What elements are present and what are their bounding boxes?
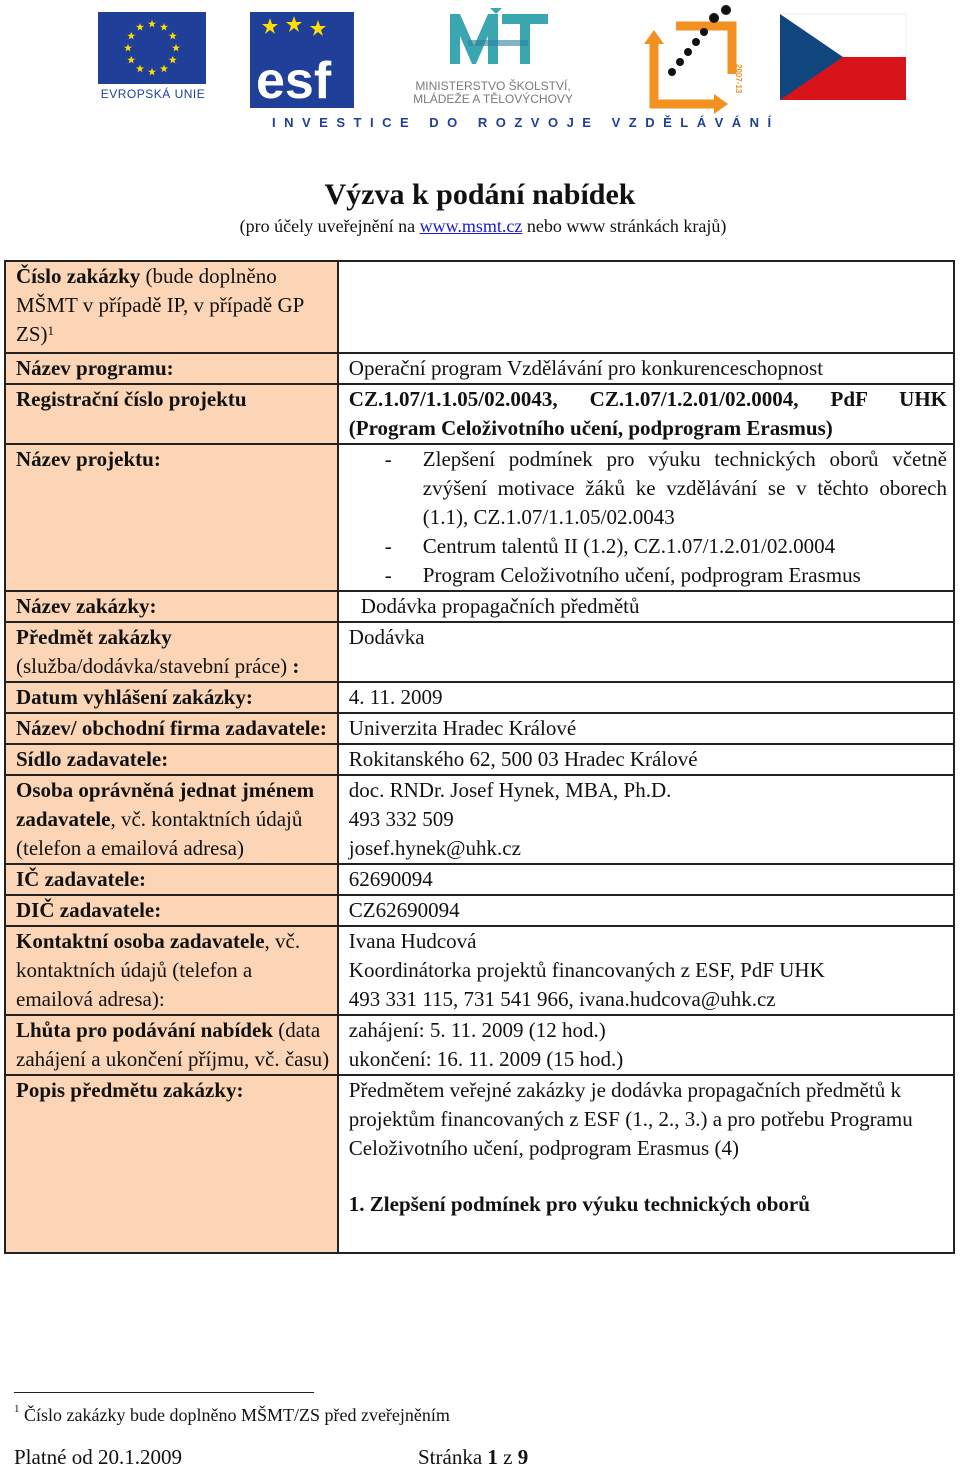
osoba-name: doc. RNDr. Josef Hynek, MBA, Ph.D. bbox=[348, 778, 672, 802]
label-kontakt bbox=[5, 926, 338, 1015]
value-projekt bbox=[338, 444, 954, 591]
investice-text: INVESTICE DO ROZVOJE VZDĚLÁVÁNÍ bbox=[272, 115, 780, 130]
popis-heading: 1. Zlepšení podmínek pro výuku technických oborů bbox=[348, 1192, 810, 1216]
label-lhuta bbox=[5, 1015, 338, 1075]
label-predmet-bold: Předmět zakázky bbox=[16, 625, 172, 649]
row-popis bbox=[5, 1075, 954, 1253]
tender-table bbox=[4, 260, 955, 1254]
projekt-item bbox=[349, 532, 947, 561]
row-cislo-zakazky bbox=[5, 261, 954, 353]
label-dic: DIČ zadavatele: bbox=[5, 895, 338, 926]
dash: - bbox=[384, 563, 392, 587]
row-kontakt bbox=[5, 926, 954, 1015]
subtitle-suffix: nebo www stránkách krajů) bbox=[522, 216, 727, 236]
popis-text: Předmětem veřejné zakázky je dodávka propagačních předmětů k projektům financovaných z ESF (1., 2., 3.) a pro potřebu Programu Celoživotního učení, podprogram Erasmus (4) bbox=[348, 1078, 913, 1160]
value-kontakt bbox=[338, 926, 954, 1015]
value-osoba bbox=[338, 775, 954, 864]
msmt-link[interactable]: www.msmt.cz bbox=[419, 216, 523, 236]
value-registracni: CZ.1.07/1.1.05/02.0043, CZ.1.07/1.2.01/02.0004, PdF UHK (Program Celoživotního učení, podprogram Erasmus) bbox=[338, 384, 954, 444]
logo-bar bbox=[0, 0, 960, 140]
row-projekt bbox=[5, 444, 954, 591]
row-sidlo bbox=[5, 744, 954, 775]
value-popis bbox=[338, 1075, 954, 1253]
footer-valid-date: Platné od 20.1.2009 bbox=[14, 1445, 182, 1469]
label-osoba-rest: , vč. kontaktních údajů (telefon a emailová adresa) bbox=[16, 807, 303, 860]
footnote-number: 1 bbox=[14, 1403, 20, 1415]
page-current: 1 bbox=[487, 1445, 498, 1469]
row-lhuta bbox=[5, 1015, 954, 1075]
row-registracni bbox=[5, 384, 954, 444]
kontakt-role: Koordinátorka projektů financovaných z ESF, PdF UHK bbox=[348, 958, 825, 982]
row-ic bbox=[5, 864, 954, 895]
value-dic: CZ62690094 bbox=[338, 895, 954, 926]
value-firma: Univerzita Hradec Králové bbox=[338, 713, 954, 744]
label-lhuta-bold: Lhůta pro podávání nabídek bbox=[16, 1018, 273, 1042]
label-datum: Datum vyhlášení zakázky: bbox=[5, 682, 338, 713]
dash: - bbox=[384, 534, 392, 558]
kontakt-name: Ivana Hudcová bbox=[348, 929, 477, 953]
ministry-line2: MLÁDEŽE A TĚLOVÝCHOVY bbox=[413, 92, 573, 106]
ministry-text bbox=[382, 80, 604, 106]
label-program: Název programu: bbox=[5, 353, 338, 384]
subtitle-prefix: (pro účely uveřejnění na bbox=[239, 216, 420, 236]
projekt-item bbox=[349, 445, 947, 532]
label-cislo-rest: (bude doplněno MŠMT v případě IP, v případě GP ZS) bbox=[16, 264, 304, 346]
kontakt-contacts: 493 331 115, 731 541 966, ivana.hudcova@uhk.cz bbox=[348, 987, 776, 1011]
projekt-item-text: Centrum talentů II (1.2), CZ.1.07/1.2.01/02.0004 bbox=[422, 534, 836, 558]
row-predmet bbox=[5, 622, 954, 682]
row-dic bbox=[5, 895, 954, 926]
label-predmet-end: : bbox=[287, 654, 300, 678]
label-osoba bbox=[5, 775, 338, 864]
label-firma: Název/ obchodní firma zadavatele: bbox=[5, 713, 338, 744]
label-lhuta-rest: (data zahájení a ukončení příjmu, vč. času) bbox=[16, 1018, 330, 1071]
row-datum bbox=[5, 682, 954, 713]
label-projekt: Název projektu: bbox=[5, 444, 338, 591]
osoba-phone: 493 332 509 bbox=[348, 807, 454, 831]
label-osoba-bold: Osoba oprávněná jednat jménem zadavatele bbox=[16, 778, 315, 831]
value-sidlo: Rokitanského 62, 500 03 Hradec Králové bbox=[338, 744, 954, 775]
label-kontakt-rest: , vč. kontaktních údajů (telefon a emailová adresa): bbox=[16, 929, 301, 1011]
label-ic: IČ zadavatele: bbox=[5, 864, 338, 895]
lhuta-start: zahájení: 5. 11. 2009 (12 hod.) bbox=[348, 1018, 606, 1042]
label-predmet-rest: (služba/dodávka/stavební práce) bbox=[16, 654, 288, 678]
label-sidlo: Sídlo zadavatele: bbox=[5, 744, 338, 775]
page-title: Výzva k podání nabídek bbox=[324, 178, 636, 211]
footnote-divider bbox=[14, 1392, 314, 1393]
row-firma bbox=[5, 713, 954, 744]
label-predmet bbox=[5, 622, 338, 682]
value-ic: 62690094 bbox=[338, 864, 954, 895]
value-lhuta bbox=[338, 1015, 954, 1075]
label-kontakt-bold: Kontaktní osoba zadavatele bbox=[16, 929, 265, 953]
value-program: Operační program Vzdělávání pro konkurenceschopnost bbox=[338, 353, 954, 384]
projekt-item bbox=[349, 561, 947, 590]
footnote bbox=[14, 1405, 450, 1426]
esf-text: esf bbox=[256, 52, 332, 110]
esf-logo bbox=[250, 12, 354, 108]
osoba-email[interactable]: josef.hynek@uhk.cz bbox=[348, 836, 521, 860]
projekt-item-text: Zlepšení podmínek pro výuku technických oborů včetně zvýšení motivace žáků ke vzdělávání se v těchto oborech (1.1), CZ.1.07/1.1.05/02.0043 bbox=[422, 447, 947, 529]
value-datum: 4. 11. 2009 bbox=[338, 682, 954, 713]
page-prefix: Stránka bbox=[418, 1445, 488, 1469]
label-zakazka: Název zakázky: bbox=[5, 591, 338, 622]
label-registracni: Registrační číslo projektu bbox=[5, 384, 338, 444]
label-cislo-zakazky bbox=[5, 261, 338, 353]
row-zakazka bbox=[5, 591, 954, 622]
value-cislo-zakazky bbox=[338, 261, 954, 353]
page-mid: z bbox=[497, 1445, 518, 1469]
footnote-text: Číslo zakázky bude doplněno MŠMT/ZS před zveřejněním bbox=[19, 1405, 450, 1425]
op-year: 2007-13 bbox=[734, 64, 743, 94]
page-subtitle bbox=[0, 216, 966, 237]
dash: - bbox=[384, 447, 392, 471]
footer-page-number bbox=[418, 1445, 528, 1470]
value-predmet: Dodávka bbox=[338, 622, 954, 682]
lhuta-end: ukončení: 16. 11. 2009 (15 hod.) bbox=[348, 1047, 624, 1071]
label-cislo-bold: Číslo zakázky bbox=[16, 264, 141, 288]
ministry-line1: MINISTERSTVO ŠKOLSTVÍ, bbox=[415, 79, 571, 93]
eu-flag-logo bbox=[98, 12, 206, 84]
row-program bbox=[5, 353, 954, 384]
row-osoba bbox=[5, 775, 954, 864]
projekt-item-text: Program Celoživotního učení, podprogram Erasmus bbox=[422, 563, 861, 587]
footnote-ref: 1 bbox=[47, 323, 54, 338]
label-popis: Popis předmětu zakázky: bbox=[5, 1075, 338, 1253]
czech-flag bbox=[780, 14, 906, 100]
op-vk-logo bbox=[636, 4, 742, 116]
page-total: 9 bbox=[517, 1445, 529, 1469]
eu-label: EVROPSKÁ UNIE bbox=[100, 87, 206, 101]
value-zakazka: Dodávka propagačních předmětů bbox=[338, 591, 954, 622]
